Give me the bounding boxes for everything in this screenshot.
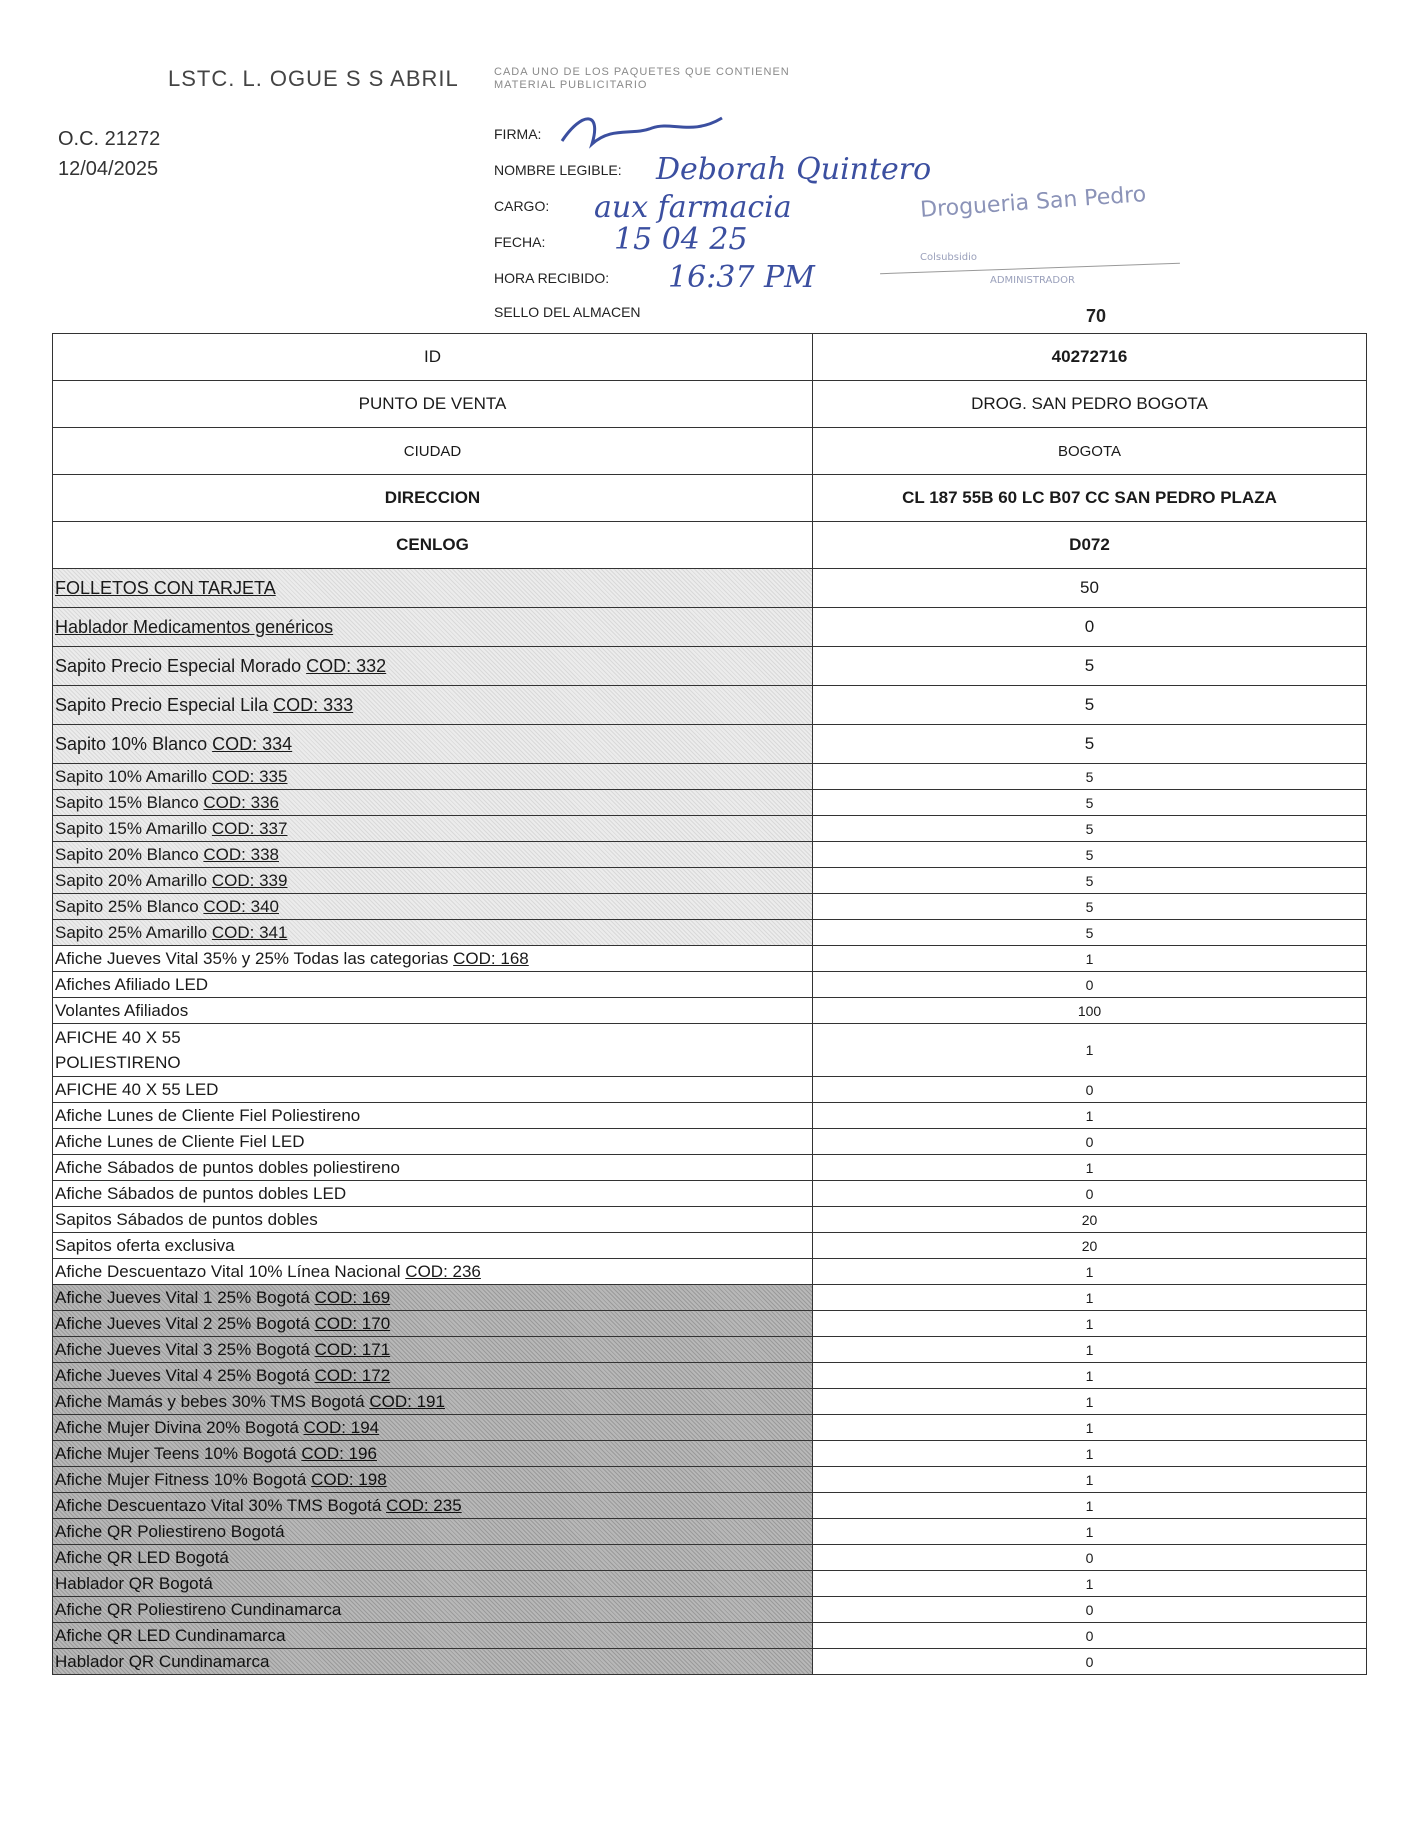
item-name: Afiche Lunes de Cliente Fiel LED <box>55 1131 305 1151</box>
item-name: Sapito 15% Amarillo <box>55 818 212 838</box>
item-name: Volantes Afiliados <box>55 1000 189 1020</box>
item-name-cell <box>53 725 813 764</box>
item-code: COD: 335 <box>211 766 288 786</box>
info-label: DIRECCION <box>53 475 813 522</box>
item-name: Afiche Descuentazo Vital 10% Línea Nacional <box>55 1261 406 1281</box>
info-row-punto-venta <box>53 381 1367 428</box>
table-row <box>53 1337 1367 1363</box>
item-name: Afiche Jueves Vital 1 25% Bogotá <box>55 1287 315 1307</box>
item-name-cell <box>53 764 813 790</box>
table-row <box>53 1545 1367 1571</box>
item-qty: 1 <box>813 1337 1367 1363</box>
item-name: Sapito Precio Especial Lila <box>55 694 274 715</box>
handwritten-name: Deborah Quintero <box>656 152 932 187</box>
table-row <box>53 920 1367 946</box>
item-qty: 1 <box>813 1493 1367 1519</box>
info-label: CIUDAD <box>53 428 813 475</box>
table-row <box>53 647 1367 686</box>
table-row <box>53 868 1367 894</box>
item-name: Afiche Mujer Divina 20% Bogotá <box>55 1417 304 1437</box>
item-qty: 5 <box>813 894 1367 920</box>
item-qty: 0 <box>813 1181 1367 1207</box>
table-row <box>53 725 1367 764</box>
item-code: COD: 170 <box>314 1313 391 1333</box>
item-name-cell <box>53 1571 813 1597</box>
item-name: Afiche QR LED Cundinamarca <box>55 1625 286 1645</box>
cargo-label: CARGO: <box>494 198 550 214</box>
item-name: Sapito 25% Blanco <box>55 896 204 916</box>
item-qty: 5 <box>813 842 1367 868</box>
item-name: Sapito Precio Especial Morado <box>55 655 307 676</box>
item-name: Afiche Descuentazo Vital 30% TMS Bogotá <box>55 1495 387 1515</box>
item-qty: 5 <box>813 764 1367 790</box>
item-qty: 0 <box>813 1649 1367 1675</box>
item-name-cell <box>53 608 813 647</box>
stamp-brand: Colsubsidio <box>920 252 978 263</box>
item-name: Afiche Jueves Vital 4 25% Bogotá <box>55 1365 315 1385</box>
item-qty: 5 <box>813 647 1367 686</box>
item-name-cell <box>53 1129 813 1155</box>
table-row <box>53 1649 1367 1675</box>
handwritten-fecha: 15 04 25 <box>614 222 748 257</box>
handwritten-cargo: aux farmacia <box>594 190 792 225</box>
item-name-cell <box>53 998 813 1024</box>
table-row <box>53 1024 1367 1077</box>
item-name: Sapito 20% Blanco <box>55 844 204 864</box>
item-qty: 1 <box>813 1285 1367 1311</box>
item-name-cell <box>53 1181 813 1207</box>
item-name-cell <box>53 1597 813 1623</box>
item-qty: 20 <box>813 1233 1367 1259</box>
item-name: Afiche Jueves Vital 2 25% Bogotá <box>55 1313 315 1333</box>
item-name-cell <box>53 1545 813 1571</box>
item-name-cell <box>53 1103 813 1129</box>
info-row-direccion <box>53 475 1367 522</box>
table-row <box>53 1389 1367 1415</box>
info-row-id <box>53 334 1367 381</box>
item-qty: 5 <box>813 686 1367 725</box>
item-qty: 1 <box>813 1024 1367 1077</box>
item-code: COD: 333 <box>273 694 354 715</box>
stamp-line <box>880 263 1180 274</box>
package-count: 70 <box>1086 306 1107 326</box>
item-qty: 0 <box>813 1545 1367 1571</box>
info-label: CENLOG <box>53 522 813 569</box>
receipt-note: CADA UNO DE LOS PAQUETES QUE CONTIENEN MATERIAL PUBLICITARIO <box>494 66 790 91</box>
item-name-cell <box>53 1285 813 1311</box>
table-row <box>53 946 1367 972</box>
table-row <box>53 1311 1367 1337</box>
item-name-cell <box>53 1363 813 1389</box>
item-name: FOLLETOS CON TARJETA <box>55 577 276 598</box>
table-row <box>53 894 1367 920</box>
item-code: COD: 339 <box>211 870 288 890</box>
info-value: BOGOTA <box>813 428 1367 475</box>
item-qty: 1 <box>813 1311 1367 1337</box>
material-table <box>52 333 1367 1675</box>
item-qty: 1 <box>813 1441 1367 1467</box>
item-name: AFICHE 40 X 55 LED <box>55 1079 219 1099</box>
table-row <box>53 1493 1367 1519</box>
info-value: DROG. SAN PEDRO BOGOTA <box>813 381 1367 428</box>
item-name: Sapito 15% Blanco <box>55 792 204 812</box>
table-row <box>53 608 1367 647</box>
item-name: Hablador QR Cundinamarca <box>55 1651 270 1671</box>
item-name: Afiche Mujer Teens 10% Bogotá <box>55 1443 302 1463</box>
item-code: COD: 337 <box>211 818 288 838</box>
item-qty: 20 <box>813 1207 1367 1233</box>
info-value: CL 187 55B 60 LC B07 CC SAN PEDRO PLAZA <box>813 475 1367 522</box>
item-qty: 1 <box>813 1363 1367 1389</box>
item-code: COD: 196 <box>301 1443 377 1463</box>
item-name-cell <box>53 946 813 972</box>
item-code: COD: 334 <box>212 733 293 754</box>
fecha-label: FECHA: <box>494 234 546 250</box>
table-row <box>53 1077 1367 1103</box>
item-code: COD: 336 <box>203 792 279 812</box>
item-name-cell <box>53 842 813 868</box>
item-name-cell <box>53 920 813 946</box>
item-name: Sapitos Sábados de puntos dobles <box>55 1209 318 1229</box>
item-name: Afiche QR Poliestireno Bogotá <box>55 1521 285 1541</box>
item-qty: 0 <box>813 1129 1367 1155</box>
item-qty: 1 <box>813 1519 1367 1545</box>
item-name-cell <box>53 1155 813 1181</box>
table-row <box>53 1415 1367 1441</box>
sello-label: SELLO DEL ALMACEN <box>494 304 641 320</box>
item-code: COD: 194 <box>303 1417 380 1437</box>
item-qty: 0 <box>813 972 1367 998</box>
hora-label: HORA RECIBIDO: <box>494 270 610 286</box>
item-qty: 1 <box>813 946 1367 972</box>
item-name: Hablador QR Bogotá <box>55 1573 213 1593</box>
table-row <box>53 1129 1367 1155</box>
item-code: COD: 235 <box>386 1495 462 1515</box>
info-label: ID <box>53 334 813 381</box>
item-code: COD: 168 <box>453 948 529 968</box>
item-name: Afiche Sábados de puntos dobles poliestireno <box>55 1157 400 1177</box>
item-name-cell <box>53 1493 813 1519</box>
item-code: COD: 340 <box>203 896 279 916</box>
item-qty: 1 <box>813 1103 1367 1129</box>
item-name-cell <box>53 647 813 686</box>
info-row-cenlog <box>53 522 1367 569</box>
table-row <box>53 1259 1367 1285</box>
table-row <box>53 1207 1367 1233</box>
item-name-cell <box>53 1337 813 1363</box>
item-name: Afiche Jueves Vital 35% y 25% Todas las categorias <box>55 948 454 968</box>
item-name-cell <box>53 1441 813 1467</box>
item-qty: 5 <box>813 816 1367 842</box>
item-name-cell <box>53 868 813 894</box>
table-row <box>53 1181 1367 1207</box>
table-row <box>53 1623 1367 1649</box>
store-stamp: Drogueria San Pedro <box>919 182 1148 223</box>
item-qty: 0 <box>813 608 1367 647</box>
item-code: COD: 169 <box>314 1287 391 1307</box>
item-name-cell <box>53 972 813 998</box>
table-row <box>53 686 1367 725</box>
item-code: COD: 236 <box>405 1261 481 1281</box>
item-qty: 1 <box>813 1571 1367 1597</box>
item-name-cell <box>53 1233 813 1259</box>
item-name-cell <box>53 1389 813 1415</box>
item-name: Afiches Afiliado LED <box>55 974 209 994</box>
item-name-cell <box>53 816 813 842</box>
item-name-cell <box>53 1207 813 1233</box>
item-name-cell <box>53 1519 813 1545</box>
item-code: COD: 198 <box>311 1469 387 1489</box>
item-name-cell <box>53 1467 813 1493</box>
item-code: COD: 191 <box>369 1391 445 1411</box>
table-row <box>53 790 1367 816</box>
table-row <box>53 816 1367 842</box>
item-code: COD: 171 <box>314 1339 391 1359</box>
item-name-line2: POLIESTIRENO <box>55 1053 181 1072</box>
info-row-ciudad <box>53 428 1367 475</box>
table-row <box>53 1519 1367 1545</box>
item-qty: 1 <box>813 1415 1367 1441</box>
item-code: COD: 341 <box>211 922 288 942</box>
order-code: O.C. 21272 <box>58 128 161 150</box>
item-qty: 1 <box>813 1389 1367 1415</box>
item-name-cell <box>53 1415 813 1441</box>
item-name: Sapito 10% Amarillo <box>55 766 212 786</box>
item-name: Afiche Sábados de puntos dobles LED <box>55 1183 347 1203</box>
item-name-cell <box>53 894 813 920</box>
item-name: Sapitos oferta exclusiva <box>55 1235 235 1255</box>
table-row <box>53 972 1367 998</box>
item-name: Afiche Lunes de Cliente Fiel Poliestireno <box>55 1105 361 1125</box>
item-name: Sapito 25% Amarillo <box>55 922 212 942</box>
item-qty: 1 <box>813 1467 1367 1493</box>
item-qty: 5 <box>813 790 1367 816</box>
item-name: Sapito 20% Amarillo <box>55 870 212 890</box>
item-code: COD: 332 <box>306 655 387 676</box>
table-row <box>53 1363 1367 1389</box>
subject-line: LSTC. L. OGUE S S ABRIL <box>168 66 459 91</box>
item-name-cell <box>53 1649 813 1675</box>
item-name-cell <box>53 1077 813 1103</box>
table-row <box>53 569 1367 608</box>
table-row <box>53 1103 1367 1129</box>
item-name: Afiche Jueves Vital 3 25% Bogotá <box>55 1339 315 1359</box>
item-name: Afiche Mamás y bebes 30% TMS Bogotá <box>55 1391 370 1411</box>
item-name: Hablador Medicamentos genéricos <box>55 616 334 637</box>
item-qty: 0 <box>813 1077 1367 1103</box>
info-label: PUNTO DE VENTA <box>53 381 813 428</box>
item-name-cell <box>53 1024 813 1077</box>
item-qty: 0 <box>813 1623 1367 1649</box>
item-qty: 5 <box>813 920 1367 946</box>
nombre-label: NOMBRE LEGIBLE: <box>494 162 622 178</box>
item-qty: 50 <box>813 569 1367 608</box>
table-row <box>53 1233 1367 1259</box>
item-name: Afiche QR LED Bogotá <box>55 1547 229 1567</box>
item-qty: 5 <box>813 725 1367 764</box>
table-row <box>53 1441 1367 1467</box>
info-value: 40272716 <box>813 334 1367 381</box>
order-date: 12/04/2025 <box>58 158 159 180</box>
info-value: D072 <box>813 522 1367 569</box>
stamp-role: ADMINISTRADOR <box>990 275 1075 286</box>
item-name-cell <box>53 569 813 608</box>
table-row <box>53 1597 1367 1623</box>
item-qty: 1 <box>813 1259 1367 1285</box>
item-qty: 100 <box>813 998 1367 1024</box>
item-name-cell <box>53 1259 813 1285</box>
table-row <box>53 1467 1367 1493</box>
firma-label: FIRMA: <box>494 126 542 142</box>
item-qty: 0 <box>813 1597 1367 1623</box>
item-code: COD: 172 <box>314 1365 391 1385</box>
table-row <box>53 998 1367 1024</box>
item-code: COD: 338 <box>203 844 279 864</box>
handwritten-hora: 16:37 PM <box>668 260 815 295</box>
item-name-cell <box>53 1311 813 1337</box>
signature-icon <box>552 106 732 156</box>
table-row <box>53 842 1367 868</box>
item-name-cell <box>53 790 813 816</box>
item-name: Afiche Mujer Fitness 10% Bogotá <box>55 1469 312 1489</box>
item-name-cell <box>53 686 813 725</box>
item-name: Sapito 10% Blanco <box>55 733 213 754</box>
table-row <box>53 1285 1367 1311</box>
table-row <box>53 1571 1367 1597</box>
item-name-cell <box>53 1623 813 1649</box>
table-row <box>53 764 1367 790</box>
table-row <box>53 1155 1367 1181</box>
item-name: Afiche QR Poliestireno Cundinamarca <box>55 1599 342 1619</box>
item-name: AFICHE 40 X 55 <box>55 1028 181 1047</box>
item-qty: 1 <box>813 1155 1367 1181</box>
item-qty: 5 <box>813 868 1367 894</box>
